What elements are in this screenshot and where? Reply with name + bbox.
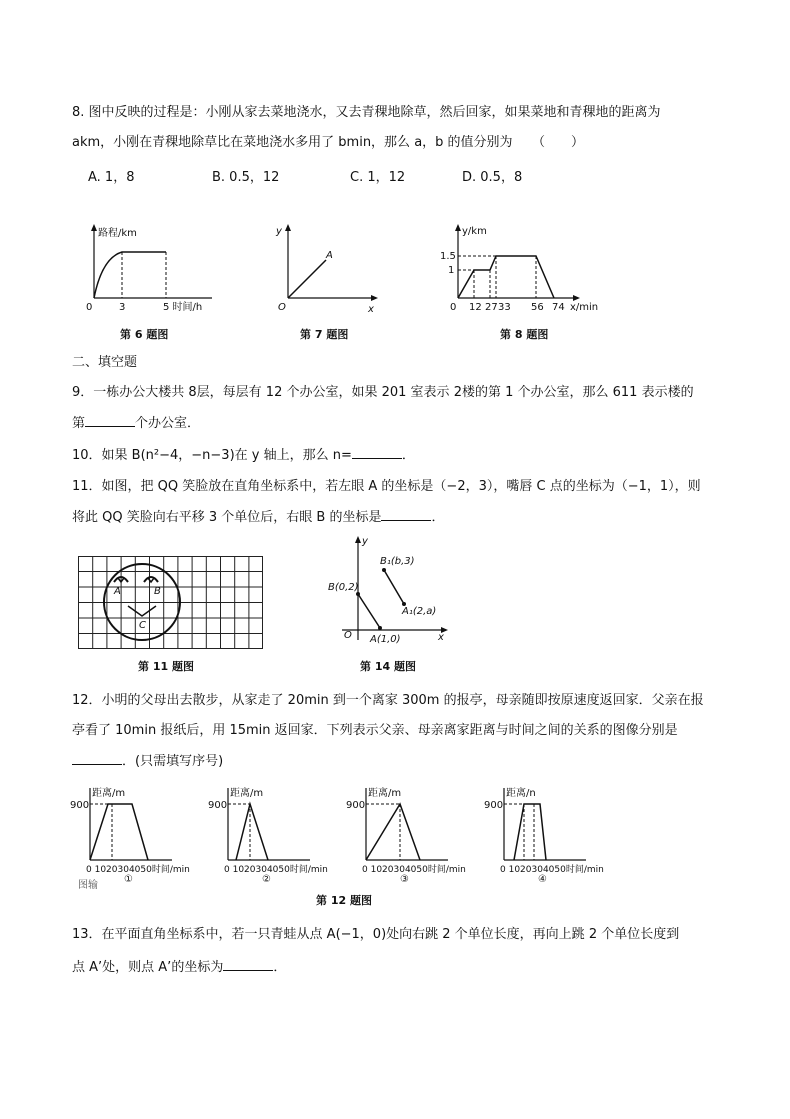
figure-12-panel-1 [70, 782, 208, 882]
figure-14 [328, 532, 452, 644]
fig12-p2-xlabel: 0 1020304050时间/min [224, 865, 328, 875]
q9-text-b: 个办公室． [135, 416, 201, 431]
q13-text-b: ． [273, 960, 287, 975]
fig8-tick-33: 33 [498, 302, 511, 313]
fig7-x: x [368, 304, 374, 315]
fig8-tick-27: 27 [485, 302, 498, 313]
fig12-p3-num: ③ [400, 874, 409, 882]
fig8-tick-56: 56 [531, 302, 544, 313]
fig12-p4-ylabel: 距离/n [506, 788, 536, 799]
fig8-tick-12: 12 [469, 302, 482, 313]
q12-line1: 12．小明的父母出去散步，从家走了 20min 到一个离家 300m 的报亭，母亲随即按原速度返回家．父亲在报 [72, 693, 704, 708]
fig11-b: B [154, 586, 161, 597]
fig6-ylabel: 路程/km [98, 228, 137, 239]
fig14-x: x [438, 632, 444, 643]
fig12-p2-num: ② [262, 874, 271, 882]
q8-line2: akm，小刚在青稞地除草比在菜地浇水多用了 bmin，那么 a，b 的值分别为 （ ） [72, 135, 585, 150]
figure-11 [78, 556, 264, 650]
q10-text-b: ． [401, 448, 415, 463]
fig12-p1-xlabel: 0 1020304050时间/min [86, 865, 190, 875]
section-2-heading: 二、填空题 [72, 355, 138, 370]
figure-8 [432, 222, 612, 322]
figure-7 [272, 222, 382, 322]
fig14-caption: 第 14 题图 [360, 660, 416, 673]
fig12-p3-ylabel: 距离/m [368, 788, 402, 799]
fig12-caption: 第 12 题图 [316, 894, 372, 907]
fig12-p4-xlabel: 0 1020304050时间/min [500, 865, 604, 875]
q13-text-a: 点 A’处，则点 A’的坐标为 [72, 960, 224, 975]
q9-line2 [72, 414, 200, 433]
fig12-p4-num: ④ [538, 874, 547, 882]
fig6-caption: 第 6 题图 [120, 328, 169, 341]
fig8-ylabel: y/km [462, 226, 487, 237]
fig8-y-1: 1 [448, 265, 455, 276]
fig8-y-1.5: 1.5 [440, 251, 456, 262]
fig14-a1: A₁(2,a) [402, 606, 437, 617]
q13-line1: 13．在平面直角坐标系中，若一只青蛙从点 A(−1，0)处向右跳 2 个单位长度，再向上跳 2 个单位长度到 [72, 927, 680, 942]
fig8-caption: 第 8 题图 [500, 328, 549, 341]
q12-answer-blank[interactable] [72, 752, 122, 765]
fig12-p1-num: ① [124, 874, 133, 882]
fig14-a: A(1,0) [370, 634, 401, 644]
q9-answer-blank[interactable] [85, 414, 135, 427]
fig12-p1-y: 900 [70, 800, 90, 811]
fig12-p1-ylabel: 距离/m [92, 788, 126, 799]
fig12-p3-xlabel: 0 1020304050时间/min [362, 865, 466, 875]
fig8-origin: 0 [450, 302, 457, 313]
fig8-tick-74: 74 [552, 302, 565, 313]
q11-text-a: 将此 QQ 笑脸向右平移 3 个单位后，右眼 B 的坐标是 [72, 510, 382, 525]
q13-line2 [72, 958, 286, 977]
fig12-p2-ylabel: 距离/m [230, 788, 264, 799]
fig8-xlabel: x/min [570, 302, 599, 313]
fig12-p2-y: 900 [208, 800, 228, 811]
fig14-b1: B₁(b,3) [380, 556, 415, 567]
q8-option-d: D. 0.5，8 [462, 170, 523, 185]
q10-answer-blank[interactable] [352, 446, 402, 459]
fig12-p4-y: 900 [484, 800, 504, 811]
fig6-origin: 0 [86, 302, 93, 313]
q8-option-c: C. 1，12 [350, 170, 406, 185]
q11-answer-blank[interactable] [381, 508, 431, 521]
q11-text-b: ． [431, 510, 445, 525]
figure-12-panel-3 [346, 782, 484, 882]
fig11-a: A [114, 586, 121, 597]
fig12-p3-y: 900 [346, 800, 366, 811]
figure-12-panel-2 [208, 782, 346, 882]
fig14-y: y [362, 536, 368, 547]
fig14-o: O [344, 630, 352, 641]
q10-line [72, 446, 415, 465]
fig11-caption: 第 11 题图 [138, 660, 194, 673]
fig7-caption: 第 7 题图 [300, 328, 349, 341]
q13-answer-blank[interactable] [223, 958, 273, 971]
fig6-tick-3: 3 [119, 302, 126, 313]
fig14-b: B(0,2) [328, 582, 359, 593]
fig6-tick-5: 5 时间/h [163, 302, 203, 313]
fig11-c: C [139, 620, 146, 631]
q12-text-b: ．(只需填写序号) [122, 754, 224, 769]
q10-text-a: 10．如果 B(n²−4，−n−3)在 y 轴上，那么 n= [72, 448, 352, 463]
fig7-y: y [276, 226, 282, 237]
q8-line1: 8. 图中反映的过程是：小刚从家去菜地浇水，又去青稞地除草，然后回家，如果菜地和青稞地的距离为 [72, 105, 661, 120]
fig7-a: A [326, 250, 333, 261]
q9-line1: 9．一栋办公大楼共 8层，每层有 12 个办公室，如果 201 室表示 2楼的第 1 个办公室，那么 611 表示楼的 [72, 385, 694, 400]
q8-option-a: A. 1，8 [88, 170, 135, 185]
q8-option-b: B. 0.5，12 [212, 170, 280, 185]
q11-line1: 11．如图，把 QQ 笑脸放在直角坐标系中，若左眼 A 的坐标是（−2，3），嘴唇 C 点的坐标为（−1，1），则 [72, 479, 701, 494]
fig12-stamp: 图输 [78, 880, 98, 891]
fig7-o: O [278, 302, 286, 313]
q12-line2: 亭看了 10min 报纸后，用 15min 返回家．下列表示父亲、母亲离家距离与时间之间的关系的图像分别是 [72, 723, 678, 738]
figure-12-panel-4 [484, 782, 622, 882]
q12-line3 [72, 752, 223, 771]
q9-text-a: 第 [72, 416, 86, 431]
q11-line2 [72, 508, 444, 527]
figure-6 [80, 222, 220, 322]
